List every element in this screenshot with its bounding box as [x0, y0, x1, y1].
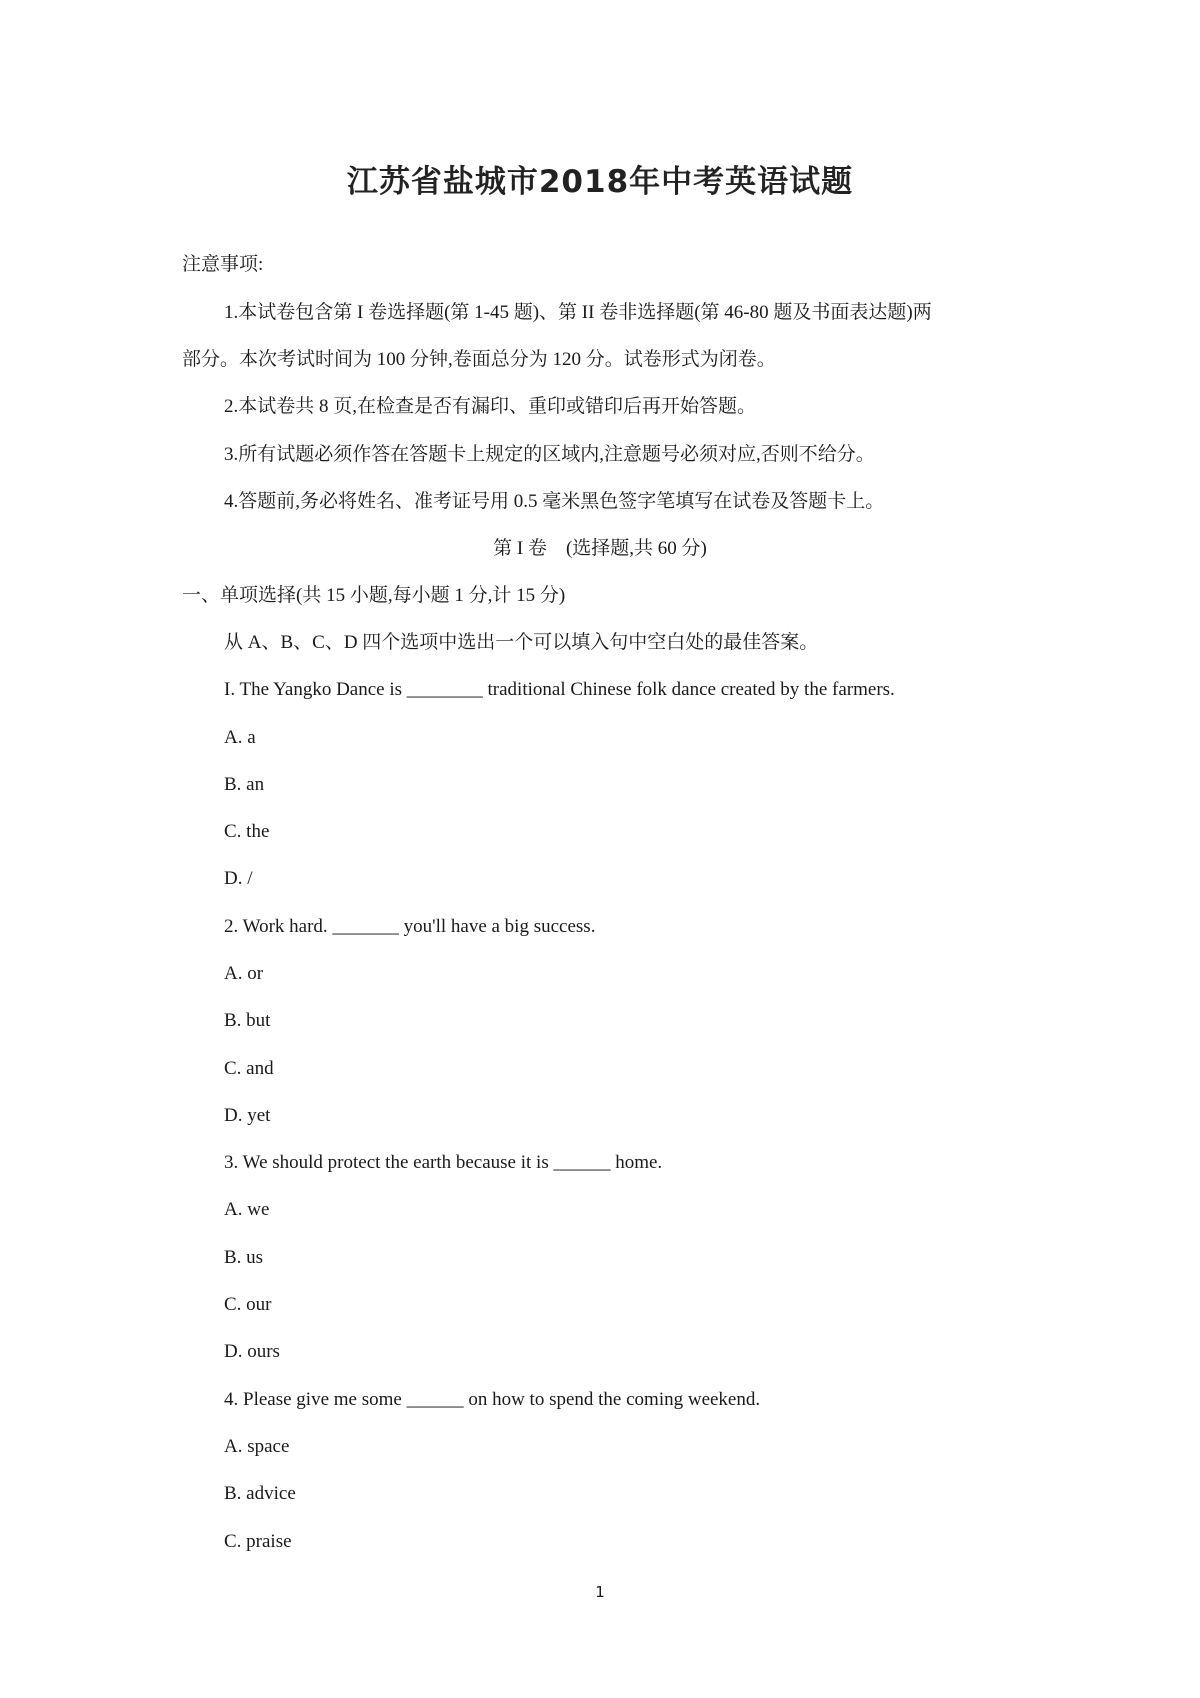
question-4-option-a: A. space	[224, 1436, 290, 1457]
page-title: 江苏省盐城市2018年中考英语试题	[346, 164, 854, 200]
question-1-option-a: A. a	[224, 727, 256, 748]
notes-item-4: 4.答题前,务必将姓名、准考证号用 0.5 毫米黑色签字笔填写在试卷及答题卡上。	[224, 491, 885, 512]
question-1-option-c: C. the	[224, 821, 270, 842]
question-2-option-b: B. but	[224, 1010, 271, 1031]
question-1-option-d: D. /	[224, 868, 253, 889]
notes-item-2: 2.本试卷共 8 页,在检查是否有漏印、重印或错印后再开始答题。	[224, 396, 757, 417]
question-1-stem: I. The Yangko Dance is ________ traditional Chinese folk dance created by the farmers.	[224, 679, 895, 700]
notes-item-1-line-2: 部分。本次考试时间为 100 分钟,卷面总分为 120 分。试卷形式为闭卷。	[182, 349, 776, 370]
notes-heading: 注意事项:	[182, 254, 264, 275]
question-2-option-d: D. yet	[224, 1105, 271, 1126]
section-instruction: 从 A、B、C、D 四个选项中选出一个可以填入句中空白处的最佳答案。	[224, 632, 819, 653]
question-2-option-a: A. or	[224, 963, 264, 984]
question-3-option-a: A. we	[224, 1199, 270, 1220]
question-2-option-c: C. and	[224, 1058, 274, 1079]
question-3-stem: 3. We should protect the earth because it is ______ home.	[224, 1152, 663, 1173]
question-4-option-b: B. advice	[224, 1483, 296, 1504]
page-number: 1	[595, 1583, 605, 1601]
question-3-option-b: B. us	[224, 1247, 264, 1268]
question-4-option-c: C. praise	[224, 1531, 292, 1552]
question-1-option-b: B. an	[224, 774, 265, 795]
part-heading: 第 I 卷 (选择题,共 60 分)	[493, 538, 707, 559]
question-2-stem: 2. Work hard. _______ you'll have a big success.	[224, 916, 596, 937]
question-3-option-d: D. ours	[224, 1341, 280, 1362]
question-3-option-c: C. our	[224, 1294, 272, 1315]
section-heading: 一、单项选择(共 15 小题,每小题 1 分,计 15 分)	[182, 585, 566, 606]
notes-item-1-line-1: 1.本试卷包含第 I 卷选择题(第 1-45 题)、第 II 卷非选择题(第 46-80 题及书面表达题)两	[224, 302, 932, 323]
notes-item-3: 3.所有试题必须作答在答题卡上规定的区域内,注意题号必须对应,否则不给分。	[224, 444, 875, 465]
question-4-stem: 4. Please give me some ______ on how to spend the coming weekend.	[224, 1389, 761, 1410]
